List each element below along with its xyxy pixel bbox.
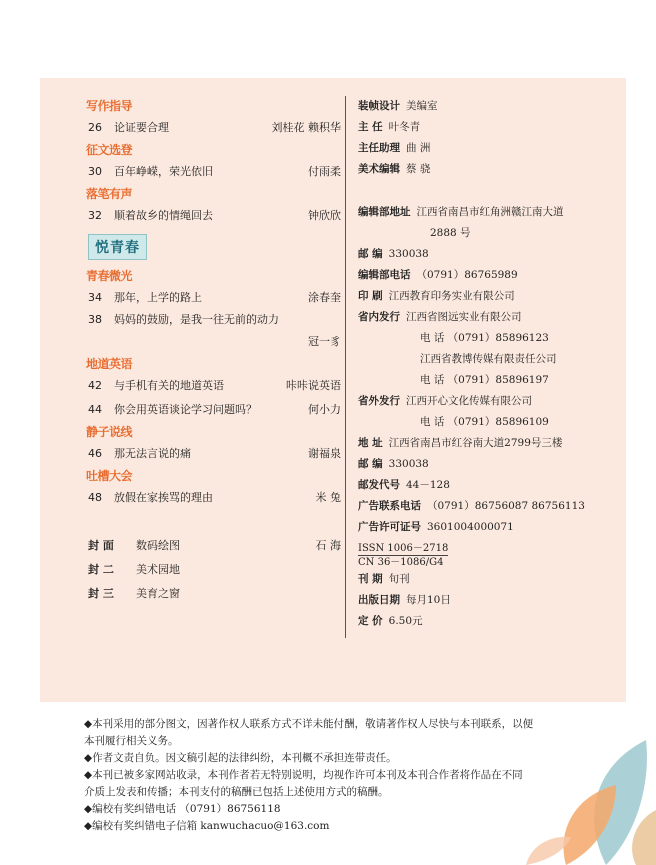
masthead-row [358,433,620,454]
masthead-value: 330038 [388,458,429,470]
contents-list [86,96,341,606]
article-author: 何小力 [308,403,341,416]
article-author: 付雨柔 [308,165,341,178]
article-author: 刘桂花 赖积华 [271,121,341,134]
masthead-value: 江西教育印务实业有限公司 [388,290,515,302]
article-title: 顺着故乡的情绳回去 [114,209,213,222]
contents-row[interactable] [86,286,341,310]
article-title: 百年峥嵘，荣光依旧 [114,165,213,178]
notice-line: ◆本刊已被多家网站收录，本刊作者若无特别说明，均视作许可本刊及本刊合作者将作品在不同 [84,769,523,781]
masthead-key: 省内发行 [358,311,400,323]
page-number: 30 [88,165,102,178]
masthead-row [358,569,620,590]
section-heading: 写作指导 [86,99,133,113]
contents-row[interactable] [86,204,341,228]
contents-row[interactable] [86,374,341,398]
article-author: 米 兔 [315,491,341,504]
section-heading: 静子说线 [86,425,133,439]
issn-block [358,538,620,569]
page-number: 32 [88,209,102,222]
section-heading: 吐槽大会 [86,469,133,483]
masthead-key: 邮 编 [358,248,383,260]
masthead-row [358,159,620,180]
masthead-key: 邮发代号 [358,479,400,491]
notice-line: ◆编校有奖纠错电话 （0791）86756118 [84,803,281,815]
page-number: 42 [88,379,102,392]
article-author: 谢福泉 [308,447,341,460]
cover-value: 美育之窗 [136,587,180,600]
masthead-key: 省外发行 [358,395,400,407]
notice-line: 介质上发表和传播；本刊支付的稿酬已包括上述使用方式的稿酬。 [84,786,389,798]
cover-author: 石 海 [315,539,341,552]
page-number: 34 [88,291,102,304]
masthead-key: 地 址 [358,437,383,449]
cn-number: CN 36－1086/G4 [358,557,444,568]
masthead-key: 邮 编 [358,458,383,470]
cover-row [86,558,341,582]
page-number: 26 [88,121,102,134]
article-title: 妈妈的鼓励，是我一往无前的动力 [114,313,279,326]
masthead-key: 美术编辑 [358,163,400,175]
masthead-row [358,611,620,632]
spacer [358,180,620,202]
masthead-key: 主 任 [358,121,383,133]
issn-number: ISSN 1006－2718 [358,543,449,554]
page-number: 48 [88,491,102,504]
masthead-row [358,590,620,611]
masthead-key: 出版日期 [358,594,400,606]
masthead-value: 江西省图远实业有限公司 [406,311,522,323]
contents-row[interactable] [86,442,341,466]
section-heading: 青春微光 [86,269,133,283]
notice-line: ◆本刊采用的部分图文，因著作权人联系方式不详未能付酬，敬请著作权人尽快与本刊联系，以便 [84,718,534,730]
page-number: 46 [88,447,102,460]
masthead-row [358,475,620,496]
section-heading: 征文选登 [86,143,133,157]
masthead-key: 广告许可证号 [358,521,421,533]
masthead-row [358,138,620,159]
masthead-row [358,202,620,223]
masthead-value: 曲 洲 [406,142,431,154]
masthead-value: 江西开心文化传媒有限公司 [406,395,532,407]
notice-line: ◆作者文责自负。因文稿引起的法律纠纷，本刊概不承担连带责任。 [84,752,397,764]
article-title: 放假在家挨骂的理由 [114,491,213,504]
cover-row [86,582,341,606]
masthead-phone: 电 话 （0791）85896109 [420,416,549,428]
masthead-row [358,117,620,138]
masthead-row [358,307,620,328]
masthead-value: 每月10日 [406,594,451,606]
masthead-key: 刊 期 [358,573,383,585]
article-title: 那年，上学的路上 [114,291,202,304]
column-divider [345,96,346,638]
masthead-continuation: 2888 号 [430,227,471,239]
article-title: 那无法言说的痛 [114,447,191,460]
masthead-value: （0791）86765989 [416,269,518,281]
masthead-value: 江西省南昌市红角洲赣江南大道 [416,206,564,218]
cover-row [86,534,341,558]
cover-value: 美术园地 [136,563,180,576]
masthead-value: 美编室 [406,100,438,112]
masthead-row [358,517,620,538]
masthead-continuation: 江西省教博传媒有限责任公司 [420,353,557,365]
section-heading: 地道英语 [86,357,133,371]
masthead-row [358,496,620,517]
article-author: 冠一豸 [308,335,341,348]
masthead-key: 定 价 [358,615,383,627]
contents-row[interactable] [86,486,341,510]
notice-line[interactable]: ◆编校有奖纠错电子信箱 kanwuchacuo@163.com [84,820,330,832]
masthead-phone: 电 话 （0791）85896197 [420,374,549,386]
masthead-value: 3601004000071 [427,521,514,533]
masthead-row [358,286,620,307]
section-heading: 落笔有声 [86,187,133,201]
page-number: 38 [88,313,102,326]
masthead-row [358,265,620,286]
article-title: 与手机有关的地道英语 [114,379,224,392]
masthead-value: 江西省南昌市红谷南大道2799号三楼 [388,437,563,449]
masthead-key: 广告联系电话 [358,500,421,512]
spacer [86,510,341,534]
masthead-row [358,96,620,117]
masthead-phone: 电 话 （0791）85896123 [420,332,549,344]
contents-row[interactable] [86,398,341,422]
page-number: 44 [88,403,102,416]
column-badge: 悦青春 [88,234,147,260]
masthead [358,96,620,632]
masthead-value: 6.50元 [388,615,423,627]
masthead-value: 旬刊 [388,573,410,585]
masthead-key: 编辑部地址 [358,206,411,218]
cover-label: 封 面 [88,539,114,552]
masthead-row [358,391,620,412]
notice-line: 本刊履行相关义务。 [84,735,179,747]
cover-label: 封 三 [88,587,114,600]
article-author: 涂春奎 [308,291,341,304]
cover-label: 封 二 [88,563,114,576]
leaf-decoration [486,645,656,865]
contents-row[interactable] [86,116,341,140]
masthead-key: 编辑部电话 [358,269,411,281]
cover-value: 数码绘图 [136,539,180,552]
masthead-key: 印 刷 [358,290,383,302]
contents-row[interactable] [86,160,341,184]
masthead-value: 330038 [388,248,429,260]
article-author: 钟欣欣 [308,209,341,222]
masthead-value: 叶冬青 [388,121,421,133]
article-title: 你会用英语谈论学习问题吗？ [114,403,257,416]
masthead-value: 蔡 骁 [406,163,431,175]
article-author: 咔咔说英语 [286,379,341,392]
masthead-value: （0791）86756087 86756113 [427,500,585,512]
masthead-key: 主任助理 [358,142,400,154]
masthead-value: 44－128 [406,479,450,491]
article-title: 论证要合理 [114,121,169,134]
contents-row-author [86,330,341,354]
masthead-row [358,454,620,475]
masthead-key: 装帧设计 [358,100,400,112]
masthead-row [358,244,620,265]
contents-row[interactable] [86,310,341,330]
